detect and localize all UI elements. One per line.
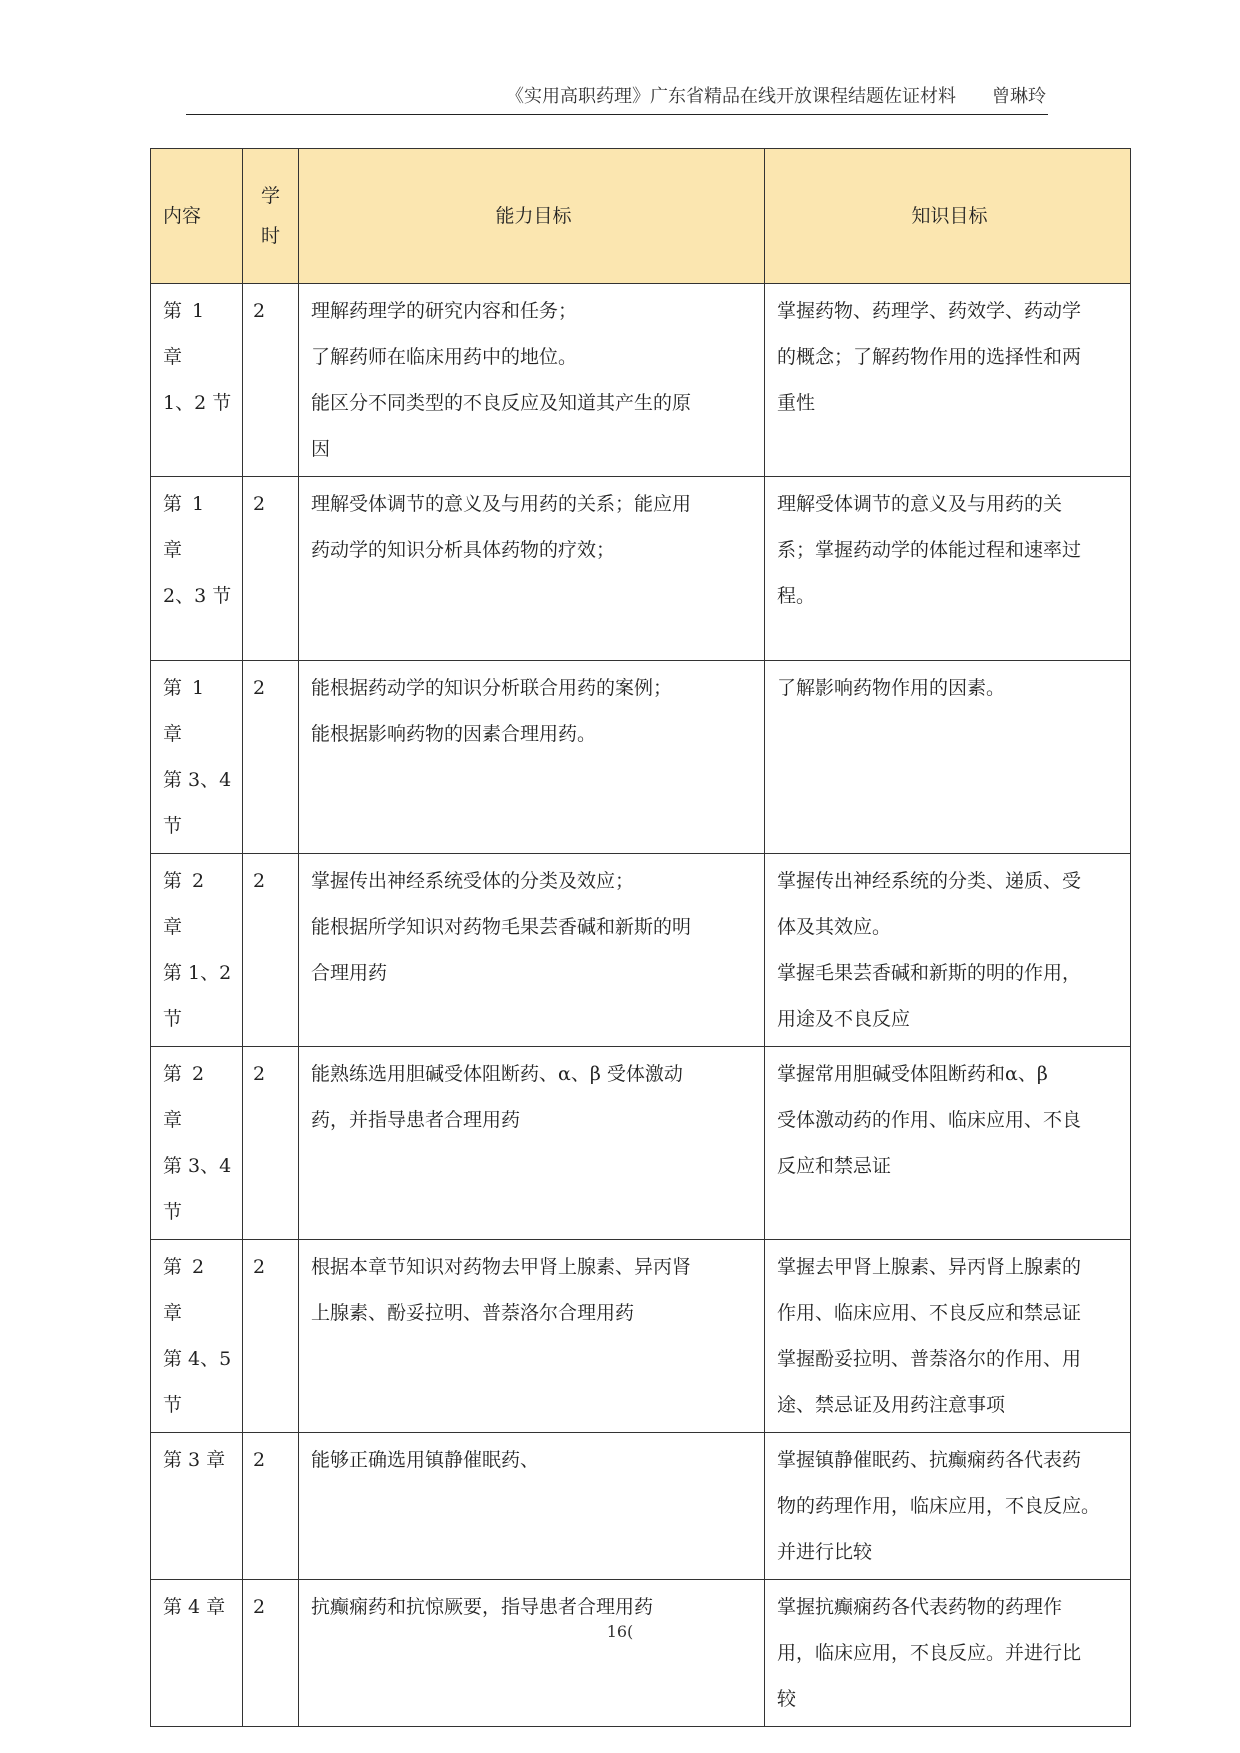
ability-line: 能够正确选用镇静催眠药、	[311, 1449, 540, 1471]
hours-cell: 2	[243, 1433, 299, 1580]
ability-line: 了解药师在临床用药中的地位。	[311, 346, 578, 368]
ability-cell	[299, 661, 765, 854]
knowledge-line: 系；掌握药动学的体能过程和速率过	[777, 539, 1082, 561]
knowledge-line: 掌握毛果芸香碱和新斯的明的作用，	[777, 962, 1082, 984]
hours-cell: 2	[243, 284, 299, 477]
table-row	[151, 1433, 1131, 1580]
content-cell	[151, 1580, 243, 1727]
hours-cell: 2	[243, 1580, 299, 1727]
ability-cell	[299, 1047, 765, 1240]
knowledge-cell	[765, 1047, 1131, 1240]
content-line: 第 1 章	[163, 677, 207, 745]
content-line: 节	[163, 1008, 183, 1030]
ability-line: 根据本章节知识对药物去甲肾上腺素、异丙肾	[311, 1256, 692, 1278]
ability-line: 理解药理学的研究内容和任务；	[311, 300, 578, 322]
knowledge-cell	[765, 854, 1131, 1047]
knowledge-cell	[765, 1240, 1131, 1433]
knowledge-line: 途、禁忌证及用药注意事项	[777, 1394, 1006, 1416]
knowledge-line: 了解影响药物作用的因素。	[777, 677, 1006, 699]
ability-line: 能根据所学知识对药物毛果芸香碱和新斯的明	[311, 916, 692, 938]
content-cell	[151, 661, 243, 854]
content-line: 1、2 节	[163, 392, 232, 414]
column-header-hours-line: 时	[260, 225, 280, 247]
content-line: 节	[163, 1394, 183, 1416]
content-line: 第 1 章	[163, 300, 207, 368]
content-cell	[151, 1240, 243, 1433]
content-line: 第 3、4	[163, 1155, 232, 1177]
knowledge-line: 理解受体调节的意义及与用药的关	[777, 493, 1063, 515]
content-line: 第 1、2	[163, 962, 232, 984]
knowledge-line: 物的药理作用，临床应用，不良反应。	[777, 1495, 1101, 1517]
ability-line: 掌握传出神经系统受体的分类及效应；	[311, 870, 635, 892]
table-row	[151, 1580, 1131, 1727]
hours-cell: 2	[243, 661, 299, 854]
ability-cell	[299, 1433, 765, 1580]
knowledge-cell	[765, 477, 1131, 661]
hours-cell: 2	[243, 1240, 299, 1433]
knowledge-cell	[765, 284, 1131, 477]
table-row	[151, 1240, 1131, 1433]
content-cell	[151, 477, 243, 661]
content-line: 第 2 章	[163, 870, 207, 938]
knowledge-line: 掌握抗癫痫药各代表药物的药理作	[777, 1596, 1063, 1618]
table-row	[151, 284, 1131, 477]
ability-line: 能根据药动学的知识分析联合用药的案例；	[311, 677, 673, 699]
knowledge-line: 掌握常用胆碱受体阻断药和α、β	[777, 1063, 1048, 1085]
ability-line: 上腺素、酚妥拉明、普萘洛尔合理用药	[311, 1302, 635, 1324]
table-row	[151, 661, 1131, 854]
content-line: 第 4 章	[163, 1596, 226, 1618]
content-line: 第 2 章	[163, 1256, 207, 1324]
page-header	[186, 84, 1048, 115]
knowledge-cell	[765, 1580, 1131, 1727]
content-line: 第 4、5	[163, 1348, 232, 1370]
knowledge-line: 掌握镇静催眠药、抗癫痫药各代表药	[777, 1449, 1082, 1471]
column-header-ability: 能力目标	[299, 149, 765, 284]
content-line: 第 3、4	[163, 769, 232, 791]
knowledge-cell	[765, 1433, 1131, 1580]
knowledge-line: 体及其效应。	[777, 916, 892, 938]
ability-line: 药，并指导患者合理用药	[311, 1109, 521, 1131]
content-cell	[151, 1047, 243, 1240]
ability-line: 药动学的知识分析具体药物的疗效；	[311, 539, 616, 561]
ability-line: 能根据影响药物的因素合理用药。	[311, 723, 597, 745]
column-header-hours	[243, 149, 299, 284]
ability-line: 合理用药	[311, 962, 388, 984]
knowledge-line: 用，临床应用，不良反应。并进行比	[777, 1642, 1082, 1664]
table-row	[151, 1047, 1131, 1240]
page-number: 16(	[606, 1622, 634, 1641]
content-line: 第 3 章	[163, 1449, 226, 1471]
ability-cell	[299, 1240, 765, 1433]
content-cell	[151, 854, 243, 1047]
knowledge-line: 掌握去甲肾上腺素、异丙肾上腺素的	[777, 1256, 1082, 1278]
knowledge-line: 较	[777, 1688, 797, 1710]
column-header-content: 内容	[151, 149, 243, 284]
ability-line: 能区分不同类型的不良反应及知道其产生的原	[311, 392, 692, 414]
column-header-knowledge: 知识目标	[765, 149, 1131, 284]
knowledge-line: 反应和禁忌证	[777, 1155, 892, 1177]
knowledge-line: 受体激动药的作用、临床应用、不良	[777, 1109, 1082, 1131]
content-line: 第 1 章	[163, 493, 207, 561]
knowledge-line: 用途及不良反应	[777, 1008, 911, 1030]
ability-line: 能熟练选用胆碱受体阻断药、α、β 受体激动	[311, 1063, 683, 1085]
knowledge-line: 掌握传出神经系统的分类、递质、受	[777, 870, 1082, 892]
knowledge-line: 掌握药物、药理学、药效学、药动学	[777, 300, 1082, 322]
ability-cell	[299, 1580, 765, 1727]
table-row	[151, 854, 1131, 1047]
table-header-row	[151, 149, 1131, 284]
content-cell	[151, 284, 243, 477]
ability-cell	[299, 284, 765, 477]
knowledge-line: 重性	[777, 392, 816, 414]
ability-cell	[299, 477, 765, 661]
content-cell	[151, 1433, 243, 1580]
content-line: 2、3 节	[163, 585, 232, 607]
knowledge-line: 掌握酚妥拉明、普萘洛尔的作用、用	[777, 1348, 1082, 1370]
knowledge-line: 并进行比较	[777, 1541, 873, 1563]
content-line: 第 2 章	[163, 1063, 207, 1131]
hours-cell: 2	[243, 854, 299, 1047]
hours-cell: 2	[243, 1047, 299, 1240]
knowledge-line: 的概念；了解药物作用的选择性和两	[777, 346, 1082, 368]
table-row	[151, 477, 1131, 661]
ability-line: 抗癫痫药和抗惊厥要，指导患者合理用药	[311, 1596, 654, 1618]
header-text: 《实用高职药理》广东省精品在线开放课程结题佐证材料 曾琳玲	[506, 86, 1046, 107]
hours-cell: 2	[243, 477, 299, 661]
column-header-hours-line: 学	[260, 185, 280, 207]
content-line: 节	[163, 815, 183, 837]
ability-line: 理解受体调节的意义及与用药的关系；能应用	[311, 493, 692, 515]
ability-cell	[299, 854, 765, 1047]
course-plan-table	[150, 148, 1131, 1727]
knowledge-line: 程。	[777, 585, 816, 607]
knowledge-cell	[765, 661, 1131, 854]
knowledge-line: 作用、临床应用、不良反应和禁忌证	[777, 1302, 1082, 1324]
ability-line: 因	[311, 438, 331, 460]
content-line: 节	[163, 1201, 183, 1223]
